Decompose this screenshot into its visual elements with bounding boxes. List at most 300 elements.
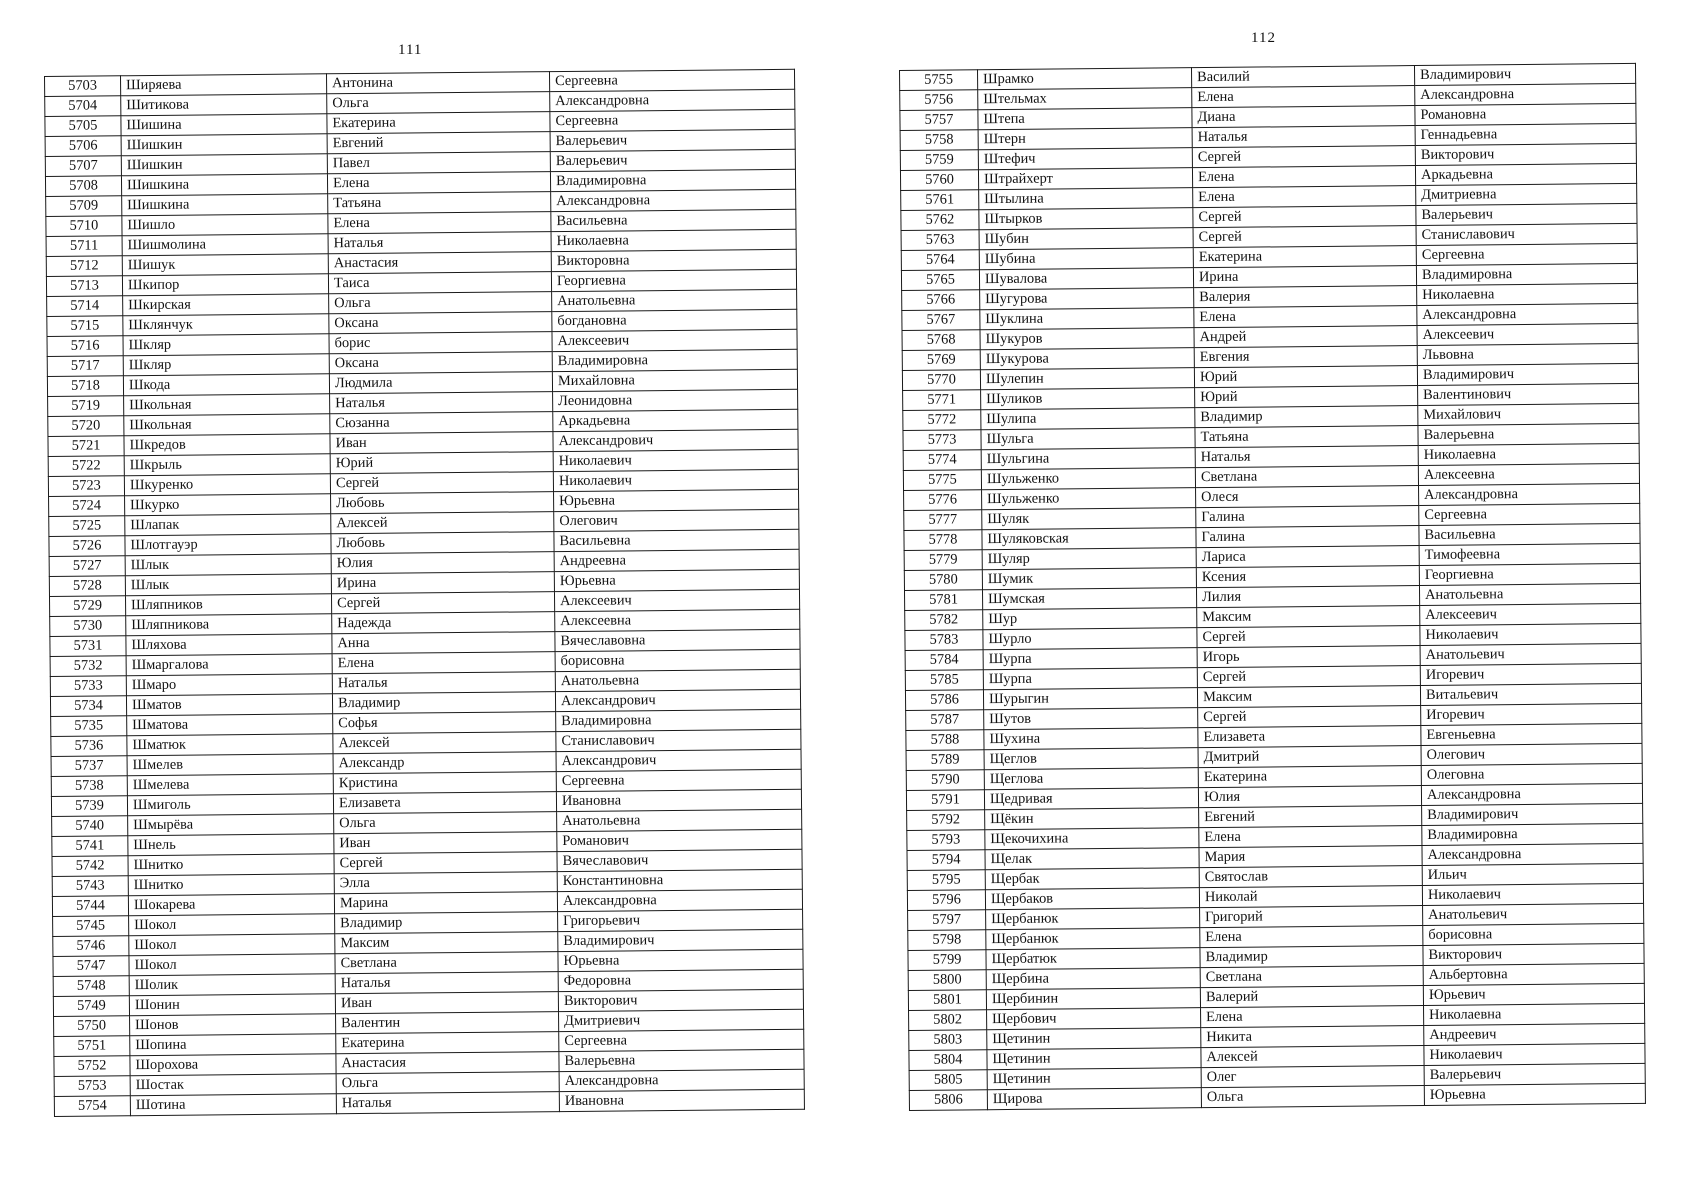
surname-cell: Шляпникова: [126, 614, 332, 636]
surname-cell: Шугурова: [980, 288, 1194, 310]
first-name-cell: Наталья: [1195, 446, 1418, 468]
first-name-cell: Ольга: [336, 1072, 559, 1094]
row-number-cell: 5716: [47, 336, 123, 357]
surname-cell: Шнель: [128, 834, 334, 856]
patronymic-cell: Валерьевич: [550, 149, 795, 171]
first-name-cell: Анна: [332, 632, 555, 654]
patronymic-cell: Львовна: [1417, 343, 1638, 365]
surname-cell: Щедривая: [984, 788, 1198, 810]
row-number-cell: 5707: [45, 156, 121, 177]
patronymic-cell: Викторович: [558, 989, 803, 1011]
row-number-cell: 5802: [909, 1010, 987, 1031]
surname-cell: Ширяева: [121, 74, 327, 96]
row-number-cell: 5721: [48, 436, 124, 457]
surname-cell: Шонин: [129, 994, 335, 1016]
surname-cell: Шолик: [129, 974, 335, 996]
first-name-cell: Елизавета: [1198, 726, 1421, 748]
page-number-right: 112: [1251, 30, 1276, 46]
surname-cell: Шульженко: [981, 468, 1195, 490]
patronymic-cell: Анатольевич: [1423, 903, 1644, 925]
surname-cell: Шонов: [130, 1014, 336, 1036]
row-number-cell: 5703: [45, 76, 121, 97]
patronymic-cell: Васильевна: [554, 529, 799, 551]
patronymic-cell: Тимофеевна: [1419, 543, 1640, 565]
surname-cell: Щеглова: [984, 768, 1198, 790]
row-number-cell: 5775: [903, 470, 981, 491]
surname-cell: Шкурко: [125, 494, 331, 516]
patronymic-cell: Александровна: [1419, 483, 1640, 505]
patronymic-cell: Витальевич: [1420, 683, 1641, 705]
row-number-cell: 5725: [49, 516, 125, 537]
patronymic-cell: Владимировна: [556, 709, 801, 731]
first-name-cell: Ольга: [334, 812, 557, 834]
first-name-cell: Максим: [1197, 606, 1420, 628]
row-number-cell: 5742: [52, 856, 128, 877]
first-name-cell: Ксения: [1196, 566, 1419, 588]
patronymic-cell: Алексеевна: [1418, 463, 1639, 485]
patronymic-cell: Ивановна: [559, 1089, 804, 1111]
row-number-cell: 5761: [901, 190, 979, 211]
surname-cell: Шлык: [125, 554, 331, 576]
first-name-cell: Лариса: [1196, 546, 1419, 568]
surname-cell: Шляпников: [125, 594, 331, 616]
patronymic-cell: Юрьевна: [554, 569, 799, 591]
patronymic-cell: Владимирович: [1414, 63, 1635, 85]
patronymic-cell: Викторовна: [551, 249, 796, 271]
surname-cell: Школьная: [124, 394, 330, 416]
first-name-cell: Галина: [1196, 506, 1419, 528]
first-name-cell: борис: [329, 332, 552, 354]
row-number-cell: 5755: [900, 70, 978, 91]
surname-cell: Шишкина: [122, 194, 328, 216]
first-name-cell: Анастасия: [336, 1052, 559, 1074]
patronymic-cell: Александрович: [556, 749, 801, 771]
first-name-cell: Ирина: [1193, 266, 1416, 288]
patronymic-cell: Вячеславович: [557, 849, 802, 871]
first-name-cell: Анастасия: [328, 252, 551, 274]
patronymic-cell: Станиславович: [1416, 223, 1637, 245]
patronymic-cell: Анатольевна: [1419, 583, 1640, 605]
row-number-cell: 5804: [909, 1050, 987, 1071]
patronymic-cell: Михайлович: [1418, 403, 1639, 425]
first-name-cell: Иван: [330, 432, 553, 454]
patronymic-cell: Анатольевич: [1420, 643, 1641, 665]
first-name-cell: Екатерина: [1198, 766, 1421, 788]
first-name-cell: Таиса: [328, 272, 551, 294]
patronymic-cell: Алексеевич: [1420, 603, 1641, 625]
first-name-cell: Диана: [1192, 106, 1415, 128]
first-name-cell: Валерий: [1200, 986, 1423, 1008]
patronymic-cell: Анатольевна: [552, 289, 797, 311]
first-name-cell: Елена: [1200, 926, 1423, 948]
patronymic-cell: Александровна: [1417, 303, 1638, 325]
first-name-cell: Наталья: [335, 972, 558, 994]
row-number-cell: 5766: [902, 290, 980, 311]
row-number-cell: 5714: [47, 296, 123, 317]
patronymic-cell: Дмитриевна: [1416, 183, 1637, 205]
surname-cell: Шопина: [130, 1034, 336, 1056]
patronymic-cell: Владимировна: [550, 169, 795, 191]
surname-cell: Шулипа: [981, 408, 1195, 430]
patronymic-cell: Сергеевна: [1416, 243, 1637, 265]
row-number-cell: 5803: [909, 1030, 987, 1051]
patronymic-cell: Анатольевна: [557, 809, 802, 831]
first-name-cell: Елена: [1194, 306, 1417, 328]
first-name-cell: Антонина: [326, 72, 549, 94]
patronymic-cell: Васильевна: [551, 209, 796, 231]
patronymic-cell: Николаевна: [1424, 1003, 1645, 1025]
first-name-cell: Василий: [1191, 66, 1414, 88]
row-number-cell: 5801: [908, 990, 986, 1011]
first-name-cell: Сюзанна: [330, 412, 553, 434]
patronymic-cell: Леонидовна: [553, 389, 798, 411]
patronymic-cell: Алексеевна: [555, 609, 800, 631]
surname-cell: Шишло: [122, 214, 328, 236]
row-number-cell: 5764: [901, 250, 979, 271]
patronymic-cell: Александровна: [1422, 843, 1643, 865]
row-number-cell: 5731: [50, 636, 126, 657]
surname-cell: Шитикова: [121, 94, 327, 116]
row-number-cell: 5795: [907, 870, 985, 891]
row-number-cell: 5736: [51, 736, 127, 757]
patronymic-cell: Алексеевич: [554, 589, 799, 611]
row-number-cell: 5724: [49, 496, 125, 517]
row-number-cell: 5770: [902, 370, 980, 391]
row-number-cell: 5790: [906, 770, 984, 791]
patronymic-cell: Юрьевна: [1424, 1083, 1645, 1105]
patronymic-cell: Юрьевич: [1423, 983, 1644, 1005]
patronymic-cell: Николаевна: [1418, 443, 1639, 465]
first-name-cell: Игорь: [1197, 646, 1420, 668]
surname-cell: Шуляр: [982, 548, 1196, 570]
patronymic-cell: Александровна: [559, 1069, 804, 1091]
patronymic-cell: Валентинович: [1418, 383, 1639, 405]
row-number-cell: 5800: [908, 970, 986, 991]
row-number-cell: 5748: [53, 976, 129, 997]
first-name-cell: Ольга: [327, 92, 550, 114]
surname-cell: Шмырёва: [128, 814, 334, 836]
patronymic-cell: Юрьевна: [554, 489, 799, 511]
patronymic-cell: Владимирович: [558, 929, 803, 951]
row-number-cell: 5771: [903, 390, 981, 411]
patronymic-cell: Вячеславовна: [555, 629, 800, 651]
first-name-cell: Сергей: [1197, 626, 1420, 648]
surname-cell: Шмиголь: [127, 794, 333, 816]
row-number-cell: 5750: [54, 1016, 130, 1037]
patronymic-cell: Викторович: [1423, 943, 1644, 965]
row-number-cell: 5730: [50, 616, 126, 637]
surname-cell: Щетинин: [987, 1068, 1201, 1090]
patronymic-cell: Сергеевна: [550, 109, 795, 131]
first-name-cell: Мария: [1199, 846, 1422, 868]
surname-cell: Штрайхерт: [978, 168, 1192, 190]
first-name-cell: Владимир: [335, 912, 558, 934]
surname-cell: Шульженко: [982, 488, 1196, 510]
row-number-cell: 5769: [902, 350, 980, 371]
surname-cell: Шухина: [984, 728, 1198, 750]
first-name-cell: Максим: [335, 932, 558, 954]
patronymic-cell: Владимирович: [1422, 803, 1643, 825]
patronymic-cell: Николаевич: [553, 469, 798, 491]
row-number-cell: 5754: [54, 1096, 130, 1117]
row-number-cell: 5786: [905, 690, 983, 711]
row-number-cell: 5733: [50, 676, 126, 697]
patronymic-cell: Александровна: [1421, 783, 1642, 805]
row-number-cell: 5708: [45, 176, 121, 197]
first-name-cell: Кристина: [333, 772, 556, 794]
first-name-cell: Елена: [327, 172, 550, 194]
row-number-cell: 5777: [904, 510, 982, 531]
row-number-cell: 5720: [48, 416, 124, 437]
row-number-cell: 5747: [53, 956, 129, 977]
first-name-cell: Александр: [333, 752, 556, 774]
surname-cell: Шокол: [129, 954, 335, 976]
first-name-cell: Лилия: [1196, 586, 1419, 608]
surname-cell: Шумик: [982, 568, 1196, 590]
row-number-cell: 5741: [52, 836, 128, 857]
row-number-cell: 5729: [49, 596, 125, 617]
surname-cell: Шишмолина: [122, 234, 328, 256]
first-name-cell: Оксана: [329, 352, 552, 374]
row-number-cell: 5718: [47, 376, 123, 397]
row-number-cell: 5780: [904, 570, 982, 591]
row-number-cell: 5772: [903, 410, 981, 431]
patronymic-cell: Ильич: [1422, 863, 1643, 885]
patronymic-cell: Олегович: [1421, 743, 1642, 765]
surname-cell: Шмелев: [127, 754, 333, 776]
first-name-cell: Дмитрий: [1198, 746, 1421, 768]
row-number-cell: 5756: [900, 90, 978, 111]
first-name-cell: Сергей: [331, 592, 554, 614]
surname-cell: Щербатюк: [986, 948, 1200, 970]
surname-cell: Шишкин: [121, 134, 327, 156]
patronymic-cell: Александровна: [557, 889, 802, 911]
first-name-cell: Оксана: [329, 312, 552, 334]
row-number-cell: 5706: [45, 136, 121, 157]
row-number-cell: 5727: [49, 556, 125, 577]
surname-cell: Щекочихина: [985, 828, 1199, 850]
patronymic-cell: Валерьевич: [1416, 203, 1637, 225]
patronymic-cell: богдановна: [552, 309, 797, 331]
surname-cell: Шкляр: [123, 354, 329, 376]
surname-cell: Шулепин: [980, 368, 1194, 390]
patronymic-cell: Валерьевич: [1424, 1063, 1645, 1085]
patronymic-cell: Игоревич: [1421, 703, 1642, 725]
row-number-cell: 5788: [906, 730, 984, 751]
surname-cell: Шостак: [130, 1074, 336, 1096]
surname-cell: Шмелева: [127, 774, 333, 796]
surname-cell: Шубин: [979, 228, 1193, 250]
row-number-cell: 5751: [54, 1036, 130, 1057]
patronymic-cell: Валерьевна: [1418, 423, 1639, 445]
patronymic-cell: Константиновна: [557, 869, 802, 891]
first-name-cell: Сергей: [1197, 666, 1420, 688]
name-list-table-right: [899, 63, 1646, 1111]
first-name-cell: Евгений: [327, 132, 550, 154]
row-number-cell: 5767: [902, 310, 980, 331]
row-number-cell: 5776: [904, 490, 982, 511]
first-name-cell: Олег: [1201, 1066, 1424, 1088]
first-name-cell: Элла: [334, 872, 557, 894]
surname-cell: Шукуров: [980, 328, 1194, 350]
surname-cell: Шишкина: [121, 174, 327, 196]
surname-cell: Щербина: [986, 968, 1200, 990]
first-name-cell: Любовь: [331, 492, 554, 514]
patronymic-cell: Александровна: [550, 89, 795, 111]
first-name-cell: Елена: [1199, 826, 1422, 848]
surname-cell: Шокарева: [128, 894, 334, 916]
first-name-cell: Светлана: [1200, 966, 1423, 988]
first-name-cell: Валерия: [1194, 286, 1417, 308]
row-number-cell: 5734: [50, 696, 126, 717]
row-number-cell: 5799: [908, 950, 986, 971]
patronymic-cell: Альбертовна: [1423, 963, 1644, 985]
first-name-cell: Ольга: [329, 292, 552, 314]
first-name-cell: Максим: [1197, 686, 1420, 708]
patronymic-cell: Александрович: [553, 429, 798, 451]
first-name-cell: Святослав: [1199, 866, 1422, 888]
row-number-cell: 5806: [909, 1090, 987, 1111]
surname-cell: Шутов: [984, 708, 1198, 730]
first-name-cell: Надежда: [332, 612, 555, 634]
first-name-cell: Елена: [1193, 186, 1416, 208]
patronymic-cell: Александровна: [551, 189, 796, 211]
patronymic-cell: Валерьевич: [550, 129, 795, 151]
name-list-table-left: [44, 69, 805, 1117]
first-name-cell: Сергей: [334, 852, 557, 874]
row-number-cell: 5738: [51, 776, 127, 797]
row-number-cell: 5789: [906, 750, 984, 771]
patronymic-cell: Андреевич: [1424, 1023, 1645, 1045]
patronymic-cell: Сергеевна: [549, 69, 794, 91]
row-number-cell: 5732: [50, 656, 126, 677]
surname-cell: Щелак: [985, 848, 1199, 870]
surname-cell: Шлапак: [125, 514, 331, 536]
row-number-cell: 5773: [903, 430, 981, 451]
row-number-cell: 5787: [906, 710, 984, 731]
surname-cell: Щирова: [987, 1088, 1201, 1110]
surname-cell: Шкирская: [123, 294, 329, 316]
first-name-cell: Галина: [1196, 526, 1419, 548]
row-number-cell: 5779: [904, 550, 982, 571]
first-name-cell: Владимир: [1195, 406, 1418, 428]
patronymic-cell: Сергеевна: [556, 769, 801, 791]
row-number-cell: 5705: [45, 116, 121, 137]
patronymic-cell: Васильевна: [1419, 523, 1640, 545]
surname-cell: Шукурова: [980, 348, 1194, 370]
first-name-cell: Наталья: [328, 232, 551, 254]
surname-cell: Штерн: [978, 128, 1192, 150]
surname-cell: Шишкин: [121, 154, 327, 176]
surname-cell: Шур: [983, 608, 1197, 630]
patronymic-cell: Владимирович: [1417, 363, 1638, 385]
first-name-cell: Юлия: [331, 552, 554, 574]
surname-cell: Щербак: [985, 868, 1199, 890]
surname-cell: Шкипор: [122, 274, 328, 296]
first-name-cell: Людмила: [329, 372, 552, 394]
first-name-cell: Евгения: [1194, 346, 1417, 368]
surname-cell: Шлотгауэр: [125, 534, 331, 556]
surname-cell: Шклянчук: [123, 314, 329, 336]
row-number-cell: 5759: [900, 150, 978, 171]
first-name-cell: Евгений: [1199, 806, 1422, 828]
row-number-cell: 5739: [51, 796, 127, 817]
first-name-cell: Наталья: [332, 672, 555, 694]
first-name-cell: Николай: [1199, 886, 1422, 908]
first-name-cell: Юрий: [1195, 386, 1418, 408]
first-name-cell: Елена: [1192, 166, 1415, 188]
name-list-body-left: [45, 69, 805, 1116]
row-number-cell: 5760: [900, 170, 978, 191]
surname-cell: Шляхова: [126, 634, 332, 656]
first-name-cell: Елизавета: [333, 792, 556, 814]
surname-cell: Шотина: [130, 1094, 336, 1116]
patronymic-cell: Николаевна: [551, 229, 796, 251]
patronymic-cell: Игоревич: [1420, 663, 1641, 685]
first-name-cell: Григорий: [1200, 906, 1423, 928]
first-name-cell: Сергей: [330, 472, 553, 494]
patronymic-cell: Сергеевна: [1419, 503, 1640, 525]
first-name-cell: Валентин: [336, 1012, 559, 1034]
first-name-cell: Иван: [335, 992, 558, 1014]
surname-cell: Шуликов: [981, 388, 1195, 410]
row-number-cell: 5805: [909, 1070, 987, 1091]
patronymic-cell: Андреевна: [554, 549, 799, 571]
row-number-cell: 5717: [47, 356, 123, 377]
surname-cell: Шокол: [129, 914, 335, 936]
surname-cell: Шишина: [121, 114, 327, 136]
patronymic-cell: Романовна: [1415, 103, 1636, 125]
patronymic-cell: Николаевич: [1422, 883, 1643, 905]
surname-cell: Щёкин: [985, 808, 1199, 830]
first-name-cell: Юрий: [330, 452, 553, 474]
row-number-cell: 5757: [900, 110, 978, 131]
patronymic-cell: Николаевич: [553, 449, 798, 471]
first-name-cell: Ольга: [1201, 1086, 1424, 1108]
row-number-cell: 5762: [901, 210, 979, 231]
row-number-cell: 5723: [48, 476, 124, 497]
row-number-cell: 5768: [902, 330, 980, 351]
patronymic-cell: Федоровна: [558, 969, 803, 991]
first-name-cell: Владимир: [332, 692, 555, 714]
patronymic-cell: Валерьевна: [559, 1049, 804, 1071]
row-number-cell: 5745: [53, 916, 129, 937]
patronymic-cell: Григорьевич: [558, 909, 803, 931]
surname-cell: Школьная: [124, 414, 330, 436]
row-number-cell: 5785: [905, 670, 983, 691]
surname-cell: Шрамко: [978, 68, 1192, 90]
first-name-cell: Юрий: [1194, 366, 1417, 388]
surname-cell: Шкредов: [124, 434, 330, 456]
row-number-cell: 5783: [905, 630, 983, 651]
first-name-cell: Софья: [333, 712, 556, 734]
row-number-cell: 5735: [51, 716, 127, 737]
surname-cell: Шнитко: [128, 854, 334, 876]
row-number-cell: 5784: [905, 650, 983, 671]
first-name-cell: Любовь: [331, 532, 554, 554]
surname-cell: Штепа: [978, 108, 1192, 130]
surname-cell: Шнитко: [128, 874, 334, 896]
surname-cell: Шурпа: [983, 668, 1197, 690]
first-name-cell: Татьяна: [328, 192, 551, 214]
first-name-cell: Ирина: [331, 572, 554, 594]
surname-cell: Шурыгин: [983, 688, 1197, 710]
patronymic-cell: Владимировна: [1416, 263, 1637, 285]
first-name-cell: Сергей: [1198, 706, 1421, 728]
surname-cell: Шкрыль: [124, 454, 330, 476]
first-name-cell: Елена: [328, 212, 551, 234]
patronymic-cell: борисовна: [555, 649, 800, 671]
